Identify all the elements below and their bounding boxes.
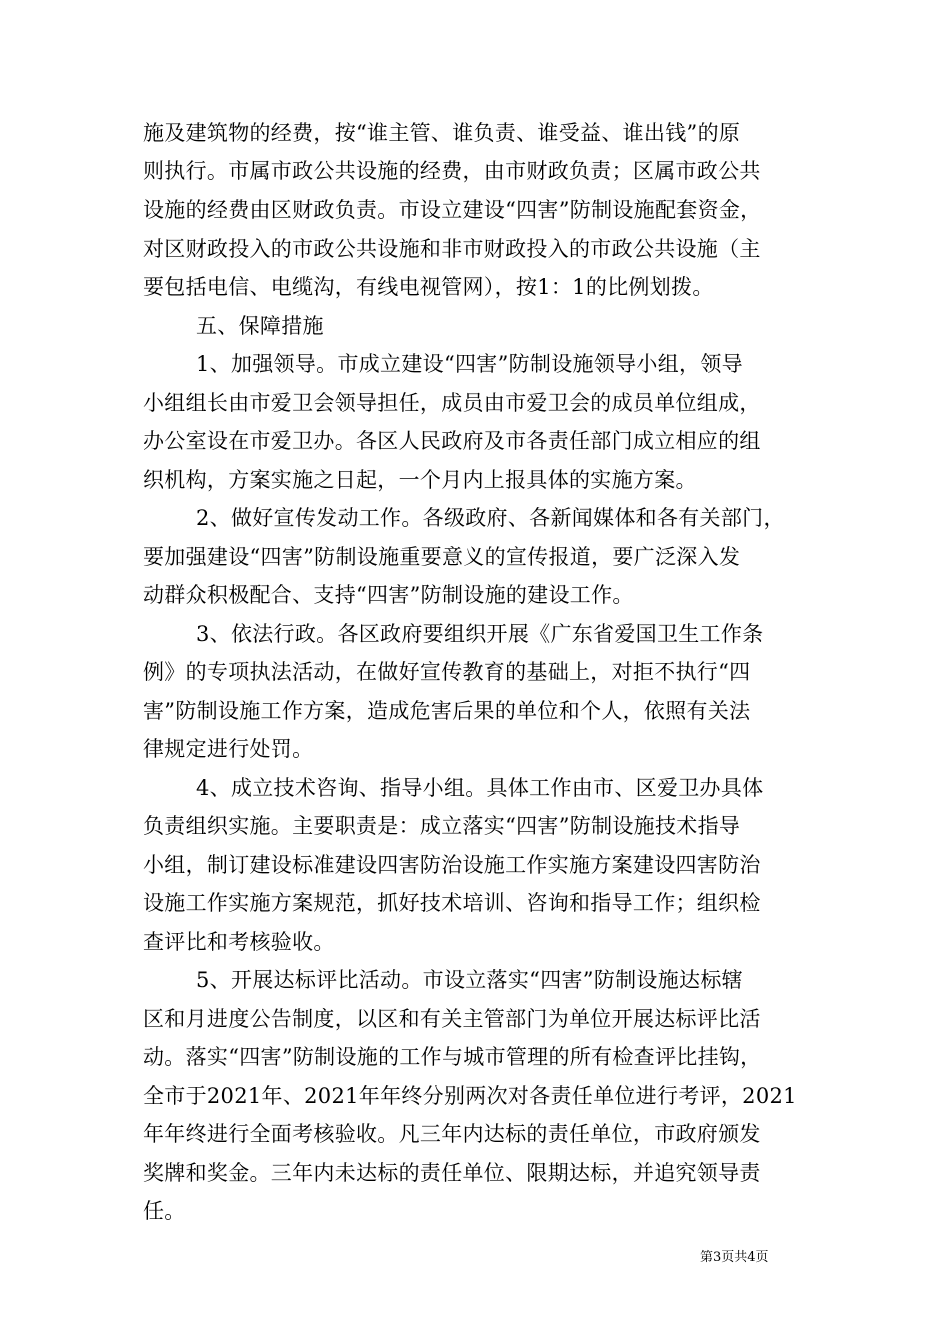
text-line: 动。落实“四害”防制设施的工作与城市管理的所有检查评比挂钩， xyxy=(143,1045,762,1069)
text-line: 3、依法行政。各区政府要组织开展《广东省爱国卫生工作条 xyxy=(196,622,764,646)
text-line: 区和月进度公告制度，以区和有关主管部门为单位开展达标评比活 xyxy=(143,1007,761,1031)
text-line: 律规定进行处罚。 xyxy=(143,737,314,761)
text-line: 办公室设在市爱卫办。各区人民政府及市各责任部门成立相应的组 xyxy=(143,429,761,453)
text-line: 查评比和考核验收。 xyxy=(143,930,335,954)
section-heading: 五、保障措施 xyxy=(196,314,324,338)
text-line: 1、加强领导。市成立建设“四害”防制设施领导小组，领导 xyxy=(196,352,743,376)
text-line: 小组，制订建设标准建设四害防治设施工作实施方案建设四害防治 xyxy=(143,853,761,877)
text-line: 则执行。市属市政公共设施的经费，由市财政负责；区属市政公共 xyxy=(143,159,761,183)
text-line: 动群众积极配合、支持“四害”防制设施的建设工作。 xyxy=(143,583,634,607)
text-line: 施及建筑物的经费，按“谁主管、谁负责、谁受益、谁出钱”的原 xyxy=(143,121,741,145)
text-line: 织机构，方案实施之日起，一个月内上报具体的实施方案。 xyxy=(143,468,697,492)
text-line: 2、做好宣传发动工作。各级政府、各新闻媒体和各有关部门， xyxy=(196,506,785,530)
text-line: 要加强建设“四害”防制设施重要意义的宣传报道，要广泛深入发 xyxy=(143,545,741,569)
text-line: 负责组织实施。主要职责是：成立落实“四害”防制设施技术指导 xyxy=(143,814,741,838)
text-line: 设施的经费由区财政负责。市设立建设“四害”防制设施配套资金， xyxy=(143,198,762,222)
text-line: 5、开展达标评比活动。市设立落实“四害”防制设施达标辖 xyxy=(196,968,743,992)
text-line: 要包括电信、电缆沟，有线电视管网），按1：1的比例划拨。 xyxy=(143,275,714,299)
text-line: 对区财政投入的市政公共设施和非市财政投入的市政公共设施（主 xyxy=(143,237,761,261)
text-line: 例》的专项执法活动，在做好宣传教育的基础上，对拒不执行“四 xyxy=(143,660,751,684)
page-number: 第3页共4页 xyxy=(700,1250,769,1265)
text-line: 设施工作实施方案规范，抓好技术培训、咨询和指导工作；组织检 xyxy=(143,891,761,915)
text-line: 小组组长由市爱卫会领导担任，成员由市爱卫会的成员单位组成， xyxy=(143,391,761,415)
text-line: 奖牌和奖金。三年内未达标的责任单位、限期达标，并追究领导责 xyxy=(143,1161,761,1185)
text-line: 任。 xyxy=(143,1199,186,1223)
text-line: 年年终进行全面考核验收。凡三年内达标的责任单位，市政府颁发 xyxy=(143,1122,761,1146)
text-line: 全市于2021年、2021年年终分别两次对各责任单位进行考评，2021 xyxy=(143,1084,797,1108)
text-line: 4、成立技术咨询、指导小组。具体工作由市、区爱卫办具体 xyxy=(196,776,764,800)
text-line: 害”防制设施工作方案，造成危害后果的单位和个人，依照有关法 xyxy=(143,699,751,723)
